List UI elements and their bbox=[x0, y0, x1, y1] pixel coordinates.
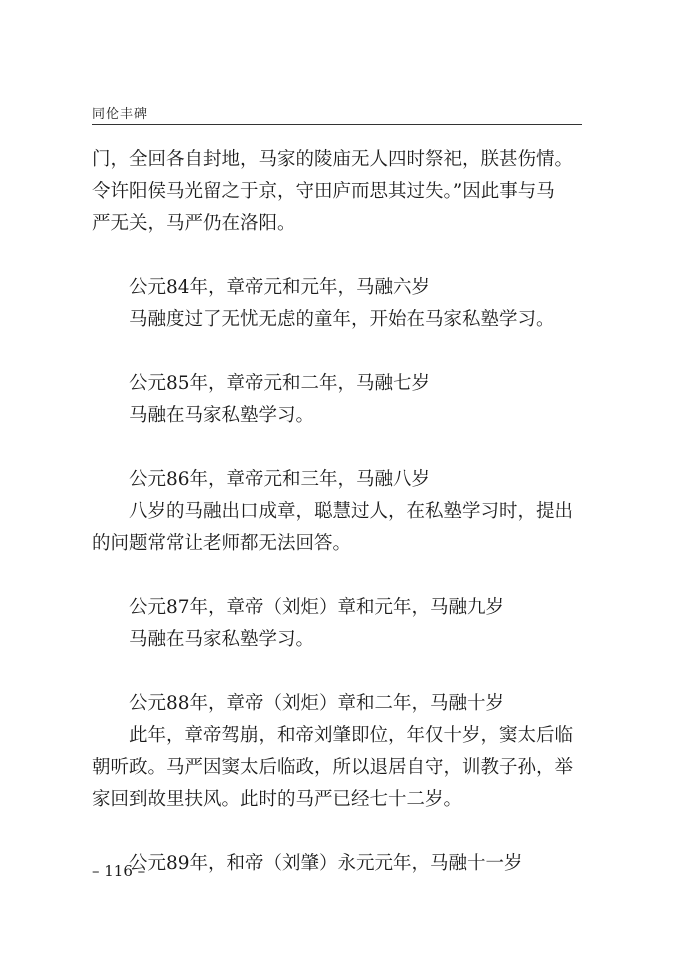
running-header: 同伦丰碑 bbox=[92, 107, 149, 122]
entry-heading: 公元85年，章帝元和二年，马融七岁 bbox=[129, 373, 431, 394]
entry-body: 马融在马家私塾学习。 bbox=[129, 629, 315, 650]
chronology-entry bbox=[92, 848, 584, 880]
page-body bbox=[92, 144, 584, 880]
chronology-entry bbox=[92, 272, 584, 336]
chronology-entry bbox=[92, 592, 584, 656]
chronology-entry bbox=[92, 464, 584, 560]
chronology-entry bbox=[92, 368, 584, 432]
intro-line: 严无关，马严仍在洛阳。 bbox=[92, 213, 296, 234]
intro-line: 门，全回各自封地，马家的陵庙无人四时祭祀，朕甚伤情。 bbox=[92, 149, 574, 170]
entry-heading: 公元87年，章帝（刘炬）章和元年，马融九岁 bbox=[129, 597, 505, 618]
entry-heading: 公元84年，章帝元和元年，马融六岁 bbox=[129, 277, 431, 298]
entry-heading: 公元89年，和帝（刘肇）永元元年，马融十一岁 bbox=[129, 853, 523, 874]
entry-body: 马融在马家私塾学习。 bbox=[129, 405, 315, 426]
chronology-entry bbox=[92, 688, 584, 816]
entry-body: 八岁的马融出口成章，聪慧过人，在私塾学习时，提出的问题常常让老师都无法回答。 bbox=[92, 501, 574, 554]
entry-heading: 公元86年，章帝元和三年，马融八岁 bbox=[129, 469, 431, 490]
entry-body: 马融度过了无忧无虑的童年，开始在马家私塾学习。 bbox=[129, 309, 555, 330]
header-divider bbox=[92, 124, 582, 125]
entry-heading: 公元88年，章帝（刘炬）章和二年，马融十岁 bbox=[129, 693, 505, 714]
page-number: – 116 – bbox=[92, 862, 146, 880]
entry-body: 此年，章帝驾崩，和帝刘肇即位，年仅十岁，窦太后临朝听政。马严因窦太后临政，所以退居自守，训教子孙，举家回到故里扶风。此时的马严已经七十二岁。 bbox=[92, 725, 574, 810]
intro-line: 令许阳侯马光留之于京，守田庐而思其过失。”因此事与马 bbox=[92, 181, 555, 202]
